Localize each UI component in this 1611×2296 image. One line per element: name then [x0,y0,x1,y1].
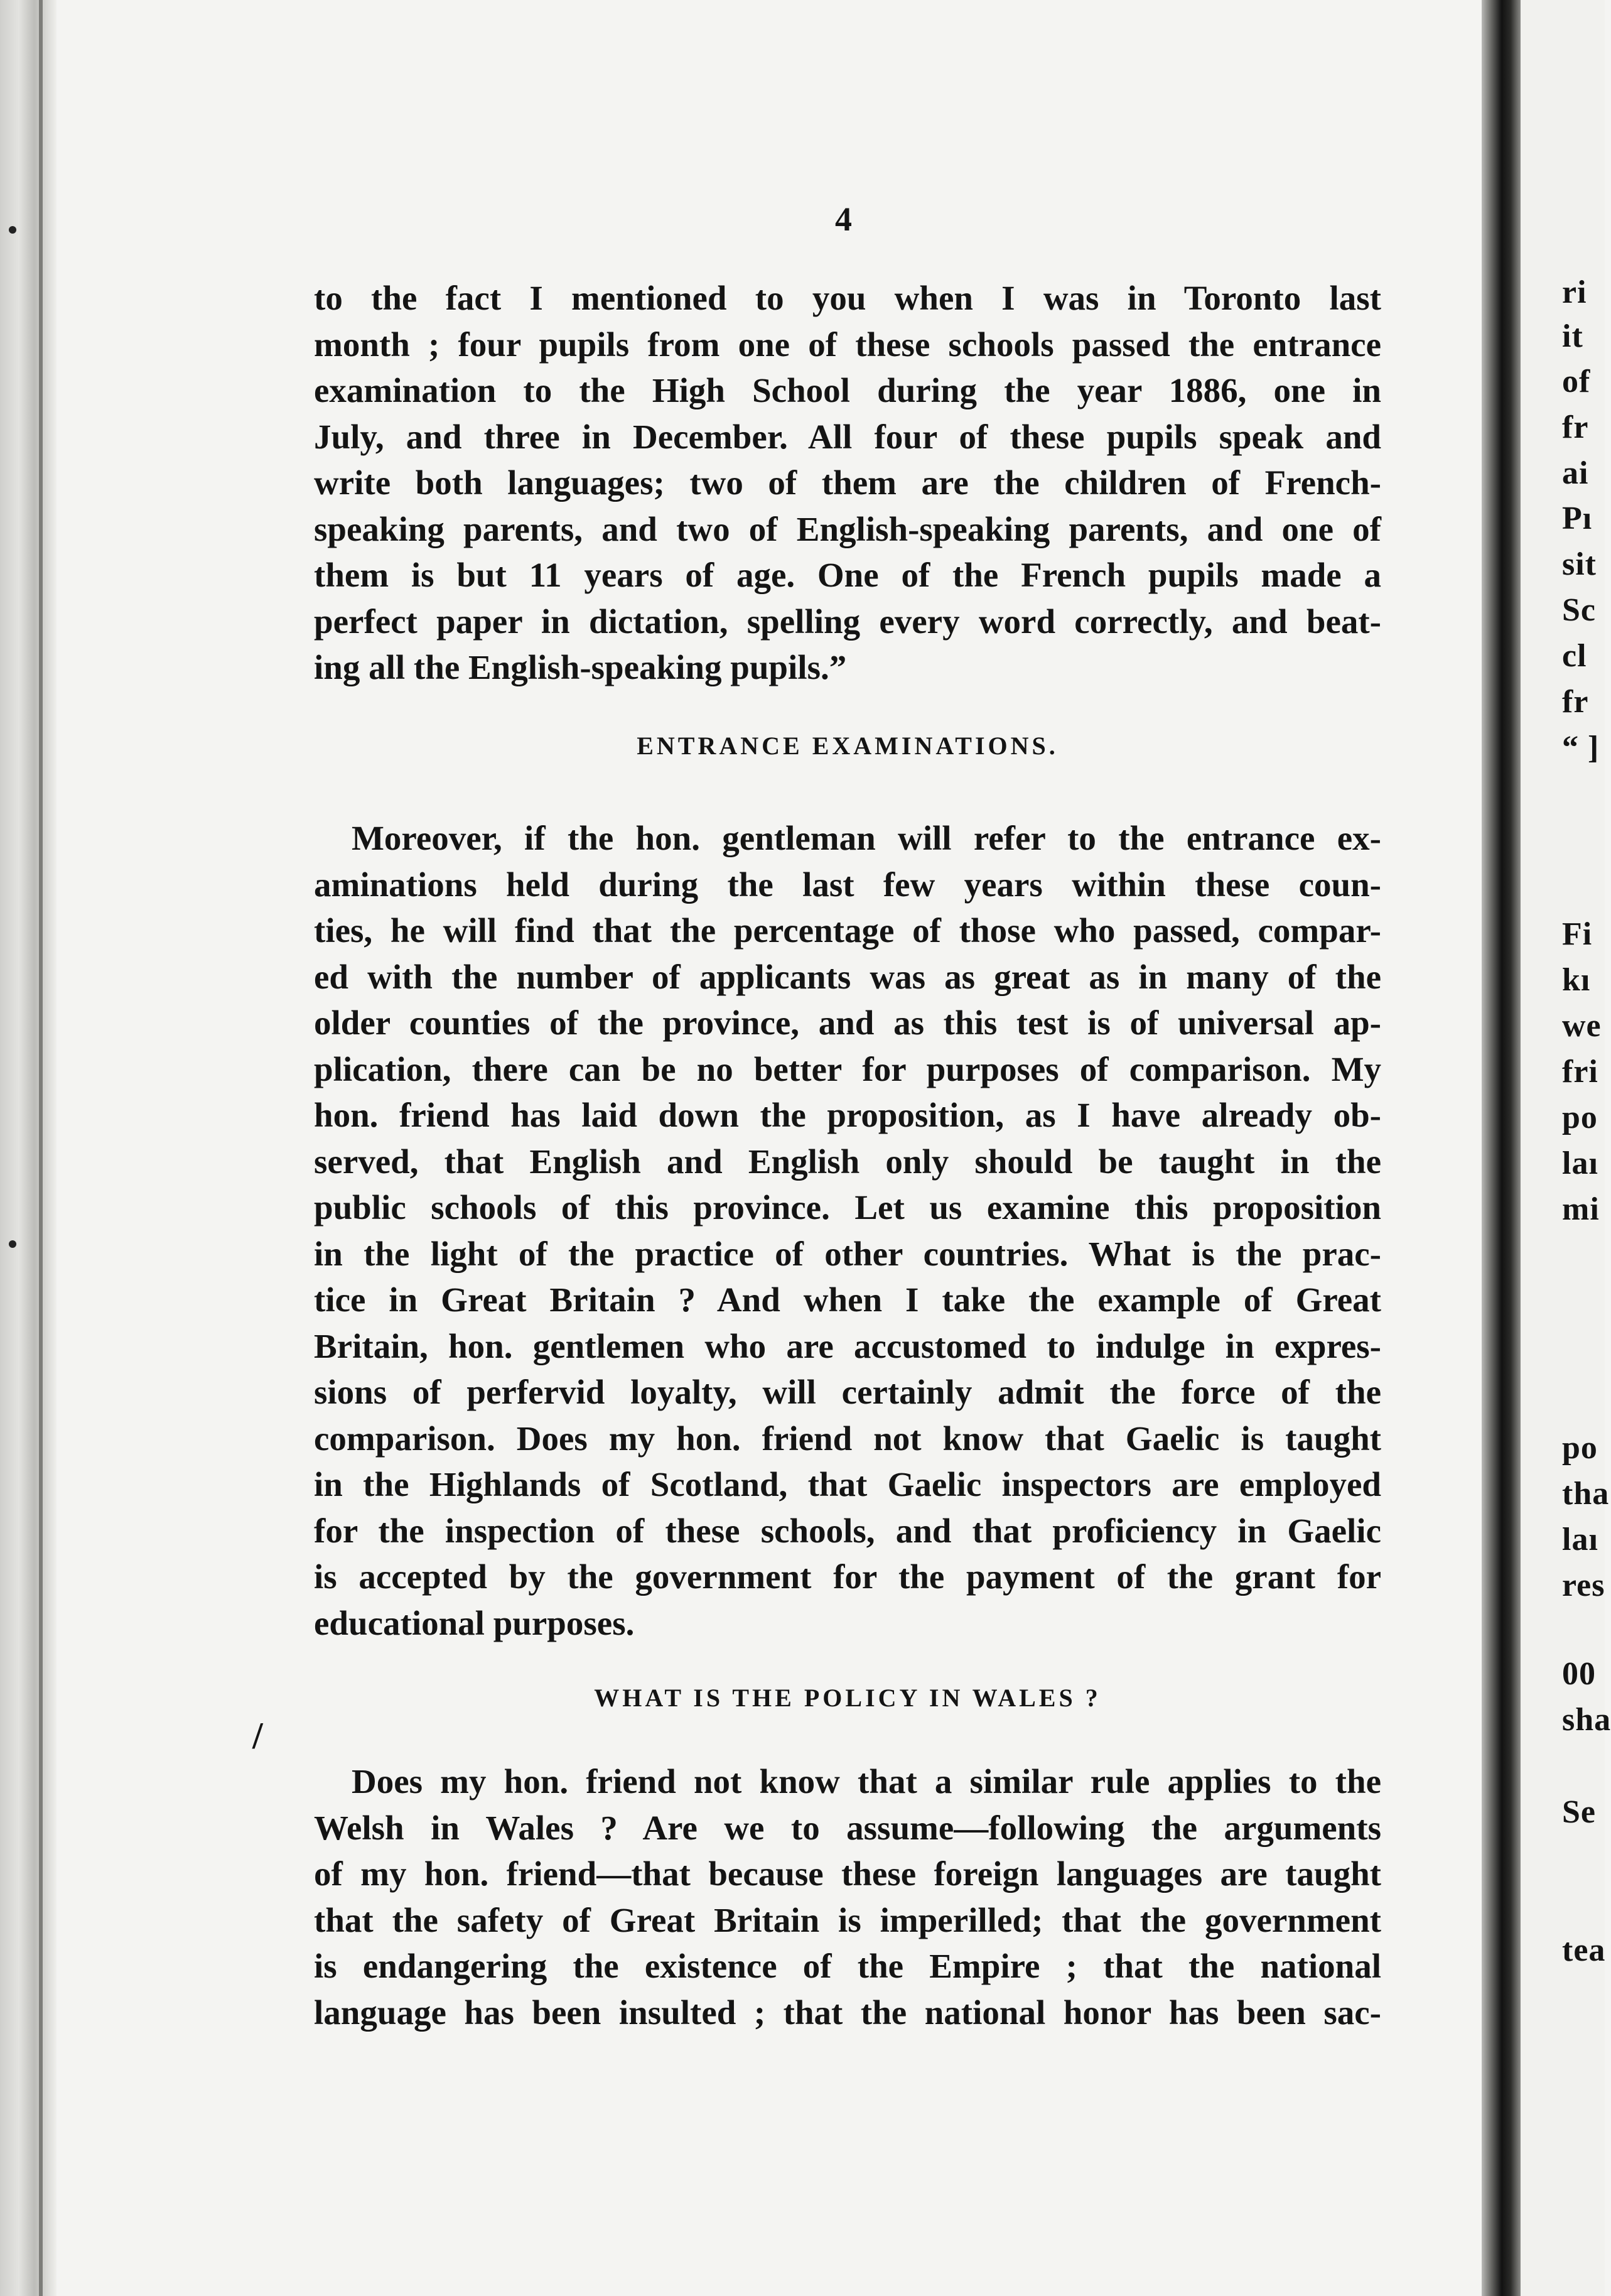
facing-text-fragment: ai [1562,455,1589,491]
facing-text-fragment: we [1562,1008,1602,1044]
text-line: plication, there can be no better for purposes of comparison. My [314,1049,1381,1088]
text-line: examination to the High School during the year 1886, one in [314,371,1381,409]
facing-text-fragment: of [1562,364,1591,399]
text-line: educational purposes. [314,1603,635,1642]
binding-edge-line [39,0,43,2296]
facing-text-fragment: 00 [1562,1656,1596,1692]
paragraph-1 [314,275,1381,691]
text-line: that the safety of Great Britain is imperilled; that the government [314,1900,1381,1939]
text-line: served, that English and English only should be taught in the [314,1142,1381,1181]
text-line: Does my hon. friend not know that a similar rule applies to the [352,1762,1381,1801]
facing-text-fragment: laı [1562,1145,1598,1181]
facing-text-fragment: po [1562,1430,1598,1466]
facing-text-fragment: fri [1562,1054,1598,1090]
text-line: ties, he will find that the percentage of those who passed, compar- [314,911,1381,950]
gutter-speck [9,226,16,234]
page-number: 4 [835,200,852,238]
text-line: ing all the English-speaking pupils.” [314,648,847,686]
facing-text-fragment: Pı [1562,501,1593,536]
paragraph-3 [314,1758,1381,2035]
facing-text-fragment: res [1562,1568,1605,1603]
text-line: Britain, hon. gentlemen who are accustomed to indulge in expres- [314,1326,1381,1365]
text-line: comparison. Does my hon. friend not know that Gaelic is taught [314,1419,1381,1458]
text-line: ed with the number of applicants was as great as in many of the [314,957,1381,996]
facing-text-fragment: kı [1562,962,1591,998]
section-heading-entrance: ENTRANCE EXAMINATIONS. [637,732,1059,760]
text-line: perfect paper in dictation, spelling every word correctly, and beat- [314,602,1381,641]
text-line: to the fact I mentioned to you when I was in Toronto last [314,279,1381,317]
facing-text-fragment: Fi [1562,916,1593,952]
facing-text-fragment: it [1562,318,1583,354]
text-line: July, and three in December. All four of these pupils speak and [314,417,1381,456]
facing-text-fragment: po [1562,1100,1598,1135]
facing-text-fragment: mi [1562,1191,1600,1227]
facing-text-fragment: cl [1562,638,1587,674]
facing-text-fragment: Se [1562,1794,1596,1830]
facing-text-fragment: tha [1562,1476,1610,1512]
text-line: in the light of the practice of other countries. What is the prac- [314,1234,1381,1273]
text-line: tice in Great Britain ? And when I take the example of Great [314,1281,1381,1319]
facing-text-fragment: laı [1562,1522,1598,1557]
text-line: Moreover, if the hon. gentleman will refer to the entrance ex- [352,819,1381,857]
gutter-speck [9,1240,16,1248]
text-line: public schools of this province. Let us examine this proposition [314,1188,1381,1227]
binding-gutter [0,0,57,2296]
facing-text-fragment: fr [1562,684,1589,720]
facing-text-fragment: ri [1562,274,1587,310]
text-line: of my hon. friend—that because these foreign languages are taught [314,1855,1381,1893]
margin-mark: / [252,1715,263,1757]
text-line: language has been insulted ; that the national honor has been sac- [314,1993,1381,2032]
facing-text-fragment: sit [1562,546,1597,582]
text-line: in the Highlands of Scotland, that Gaelic inspectors are employed [314,1465,1381,1503]
section-heading-wales: WHAT IS THE POLICY IN WALES ? [594,1684,1101,1712]
paragraph-2 [314,815,1381,1646]
facing-text-fragment: Sc [1562,592,1596,628]
text-line: them is but 11 years of age. One of the French pupils made a [314,556,1381,594]
text-line: sions of perfervid loyalty, will certainly admit the force of the [314,1373,1381,1411]
facing-text-fragment: “ ] [1562,730,1600,766]
facing-text-fragment: sha [1562,1702,1611,1738]
text-line: for the inspection of these schools, and that proficiency in Gaelic [314,1511,1381,1550]
text-line: month ; four pupils from one of these schools passed the entrance [314,325,1381,364]
text-line: older counties of the province, and as this test is of universal ap- [314,1004,1381,1042]
facing-text-fragment: fr [1562,409,1589,445]
text-line: hon. friend has laid down the proposition, as I have already ob- [314,1096,1381,1134]
text-line: is endangering the existence of the Empire ; that the national [314,1947,1381,1985]
text-line: speaking parents, and two of English-speaking parents, and one of [314,509,1381,548]
page-fold [1482,0,1521,2296]
text-line: write both languages; two of them are the children of French- [314,463,1381,502]
text-line: Welsh in Wales ? Are we to assume—following the arguments [314,1808,1381,1847]
facing-text-fragment: tea [1562,1932,1606,1968]
text-line: is accepted by the government for the payment of the grant for [314,1557,1381,1596]
text-line: aminations held during the last few years within these coun- [314,865,1381,904]
